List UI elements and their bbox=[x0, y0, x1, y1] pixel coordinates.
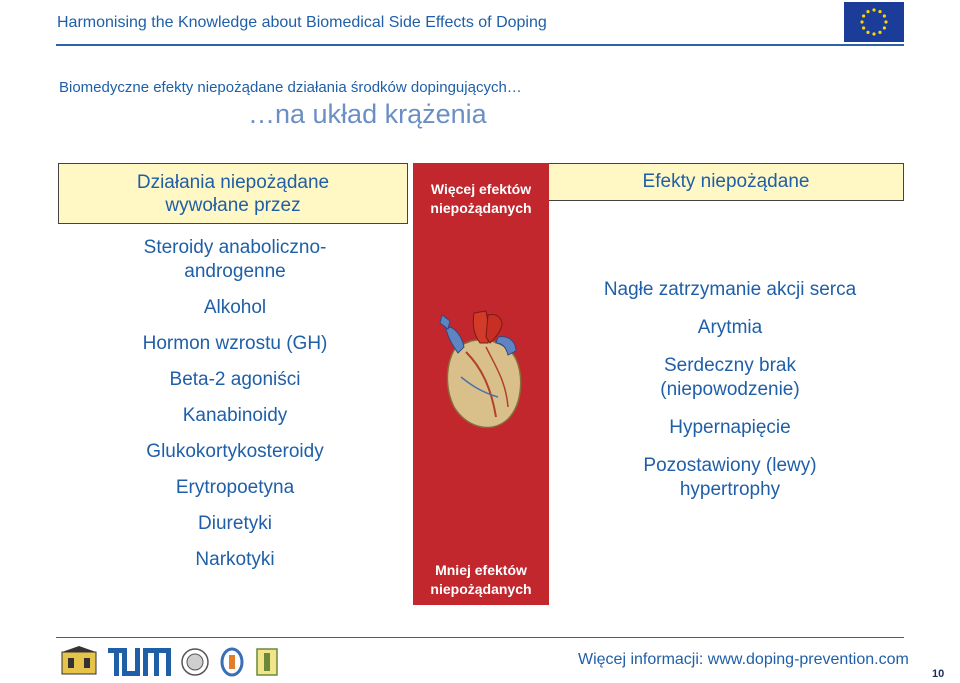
eu-flag-icon bbox=[844, 2, 904, 42]
cause-item: Hormon wzrostu (GH) bbox=[142, 333, 328, 354]
header-title: Harmonising the Knowledge about Biomedical Side Effects of Doping bbox=[57, 14, 547, 31]
slide-title: …na układ krążenia bbox=[248, 99, 487, 129]
effect-item: Pozostawiony (lewy) hypertrophy bbox=[643, 455, 817, 500]
cause-item: Steroidy anaboliczno- androgenne bbox=[143, 237, 327, 282]
bar-bottom-label: Mniej efektów niepożądanych bbox=[430, 562, 532, 597]
effect-item: Serdeczny brak (niepowodzenie) bbox=[660, 355, 800, 400]
university-crest-logo bbox=[58, 646, 100, 678]
footer-divider bbox=[56, 637, 904, 638]
cause-item: Glukokortykosteroidy bbox=[146, 441, 324, 462]
heart-illustration bbox=[436, 307, 526, 442]
page-number: 10 bbox=[932, 668, 945, 680]
cause-item: Alkohol bbox=[203, 297, 267, 318]
slide-subtitle: Biomedyczne efekty niepożądane działania środków dopingujących… bbox=[59, 79, 522, 96]
footer-more-info-link[interactable]: Więcej informacji: www.doping-prevention.com bbox=[578, 651, 909, 668]
partner-logos bbox=[58, 645, 280, 679]
effect-item: Hypernapięcie bbox=[669, 417, 791, 438]
tum-logo bbox=[108, 646, 172, 678]
causes-header: Działania niepożądane wywołane przez bbox=[58, 163, 408, 224]
seal-logo bbox=[180, 647, 210, 677]
effects-header: Efekty niepożądane bbox=[548, 163, 904, 201]
cause-item: Diuretyki bbox=[198, 513, 272, 534]
effects-list bbox=[560, 278, 900, 516]
round-emblem-logo bbox=[218, 647, 246, 677]
severity-bar bbox=[413, 163, 549, 605]
cause-item: Erytropoetyna bbox=[175, 477, 295, 498]
cause-item: Narkotyki bbox=[195, 549, 275, 570]
effect-item: Arytmia bbox=[697, 317, 763, 338]
shield-logo bbox=[254, 647, 280, 677]
cause-item: Kanabinoidy bbox=[182, 405, 288, 426]
effect-item: Nagłe zatrzymanie akcji serca bbox=[603, 279, 857, 300]
bar-top-label: Więcej efektów niepożądanych bbox=[430, 181, 532, 216]
cause-item: Beta-2 agoniści bbox=[169, 369, 301, 390]
header-divider bbox=[56, 44, 904, 46]
causes-list bbox=[95, 236, 375, 584]
